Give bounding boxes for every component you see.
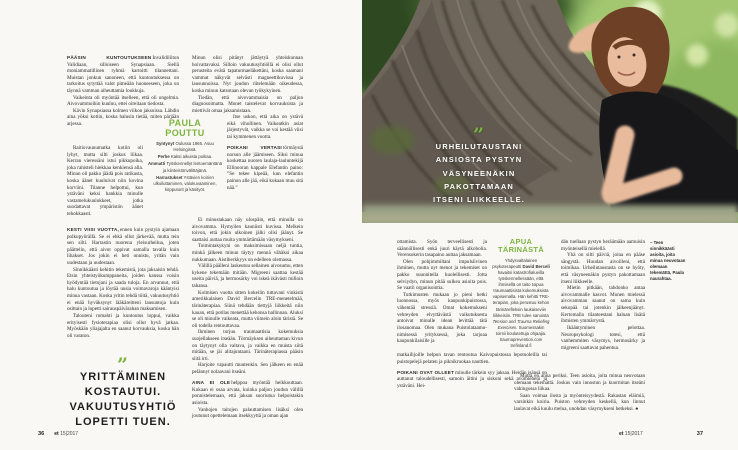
profile-title-line: PAULA xyxy=(168,118,202,128)
paragraph: Raitiovaunumatka kotiin oli lyhyt, mutta silti joskus liikaa. Kerran vieressäni istui pikkupoika, joka rahisteli hiekkaa kenkiensä alla. Minun oli pakko jäädä pois ratikasta, koska äänet kuuluivat niin kovina korviini. Tilanne helpottui, kun ystäväni keksi hankkia minulle vastamelukuulokkeet, jotka suodattavat ympäristön äänet tehokkaasti. xyxy=(67,145,143,218)
help-expert-name: David Berceli xyxy=(522,263,550,269)
bokeh-spot xyxy=(686,44,708,66)
woman-eye xyxy=(618,56,621,59)
help-box-title xyxy=(492,238,550,255)
pull-quote-line: YRITTÄMINEN xyxy=(79,371,167,383)
paragraph: dän tuellaan pystyn heräämään aamuisin myönteisellä mielellä. xyxy=(561,239,645,252)
paragraph: Ikääntyminen pelottaa. Neuropsykologi totesi, että vanhemmiten väsymys, hermosärky ja migreeni saattavat pahentua. xyxy=(561,324,645,351)
paragraph: ottamista. Syön terveellisesti ja säännöllisesti enkä juuri käytä alkoholia. Verensokerin tasapaino auttaa jaksamaan. xyxy=(397,239,487,259)
left-column-2-top xyxy=(192,55,303,114)
help-method-name: Tension and Trauma Reliefing Exercises. xyxy=(492,318,550,330)
paragraph: Itse uskon, että aika on ystävä eikä vihollinen. Vaikeatkin asiat järjestyvät, vaikka se voi kestää viisi tai kymmenen vuotta. xyxy=(227,114,303,140)
paragraph xyxy=(67,227,179,267)
right-wide-bottom xyxy=(514,373,645,413)
paragraph xyxy=(67,55,179,95)
paragraph-text: ennen kuin pystyin ajamaan polkupyörällä. Se ei ehkä ollut järkevää, mutta tein sen silti. Harrastin nuorena yleisurheilua, joten päättelin, että aivot oppivat samalla tavalla kuin lihakset. Jos jokin ei heti onnistu, yritän vain uudestaan ja uudestaan. xyxy=(67,227,179,267)
paragraph-lead: POIKANI VERTASI xyxy=(227,144,282,150)
paragraph: Olen pohjimmiltani impulsiivinen ihminen, mutta nyt menot ja tekemiset on pakko suunnitella huolellisesti. Jotta selviydyn, minun pitää sulkea asioita pois. Se vaatii organisointia. xyxy=(397,258,487,292)
magazine-logo: et xyxy=(54,431,59,437)
paragraph: Kolmisen vuotta sitten kokeilin tuttavani vinkistä amerikkalaisen David Bercelin TRE-menetelmää, tärinäterapiaa. Siinä tehdään tiettyjä liikkeitä niin kauan, että potilas menettää kehonsa hallinnan. Aluksi se oli minulle vaikeata, mutta viimein aloin täristä. Se oli todella rentouttavaa. xyxy=(192,289,303,329)
paragraph: Välillä päälleni laskeutuu sellainen aivosumu, etten kykene tekemään mitään. Migreeni saattaa kestää useita päiviä, ja hermosärky voi iskeä ikävästi milloin tahansa. xyxy=(192,263,303,290)
paragraph: Ihminen torjuu traumaattisia kokemuksia suojellakseen itseään. Törmäyksen aiheuttaman kivun on täytynyt olla valtava, ja vaikka en muista siitä mitään, se jäi alitajuntaani. Tärinäterapiassa pääsin siitä irti. xyxy=(192,329,303,362)
page-number: 37 xyxy=(696,431,703,437)
paragraph-lead: POIKANI OVAT OLLEET xyxy=(397,369,455,375)
pull-quote-line: VÄSYNEENÄKIN xyxy=(442,168,516,178)
profile-item-value: Kaksi aikuista poikaa. xyxy=(170,154,213,160)
profile-item-label: Ammatti xyxy=(148,161,166,167)
help-title-line: TÄRINÄSTÄ xyxy=(497,245,545,255)
profile-box xyxy=(148,118,222,194)
pull-quote-photo xyxy=(404,124,554,207)
paragraph: Mutta en anna periksi. Teen asioita, joita minua neuvotaan olemaan tekemättä. Joskus vain innostun ja kuormitan itseäni vahingossa liikaa. xyxy=(514,373,645,393)
paragraph: Kävin Synapsiassa kolmen viikon jaksoissa. Lähdin aina yöksi kotiin, koska halusin tietää, miten pärjään arjessa. xyxy=(67,107,179,128)
profile-item xyxy=(148,154,222,160)
photo-caption: – Teen sinnikkäästi asioita, joita minua neuvotaan olemaan tekemättä, Paula naurahtaa. xyxy=(650,240,686,282)
right-column-1 xyxy=(397,239,487,345)
bokeh-spot xyxy=(715,13,738,37)
pull-quote-line: LOPETTI TUEN. xyxy=(75,415,171,428)
paragraph-lead: KESTI VIISI VUOTTA, xyxy=(67,227,119,232)
pull-quote-line: VAKUUTUSYHTIÖ xyxy=(69,400,177,413)
paragraph-text: minulle tärkein syy jaksaa. Heidän isänsä on auttanut taloudellisesti, samoin äitini ja siskoni sekä avomieheni ja ystäväni. Hei- xyxy=(397,369,547,389)
page-number: 36 xyxy=(38,431,45,437)
profile-title-line: POUTTU xyxy=(165,128,205,139)
paragraph: Ei minustakaan näy ulospäin, että minulla on aivovamma. Hymyilen kauniisti kuvissa. Melkein toivon, että jokin ulkoinen jälki olisi jäänyt. Se saattaisi auttaa muita ymmärtämään väsymykseni. xyxy=(192,217,303,243)
paragraph: Tutkimusten mukaan jo pieni hetki luonnossa, myös kaupunkipuistossa, vähentää stressiä. Omat kokemukseni vehreyden elvyttävästä vaikutuksesta antoivat minulle idean levittää tätä ilosanomaa. Olen mukana Puistolataamo-nimisessä yrityksessä, joka tarjoaa kaupunkilaisille ja xyxy=(397,291,487,345)
issue-number: 15|2017 xyxy=(60,431,79,437)
pull-quote-left xyxy=(52,354,194,430)
quote-marks-icon: ” xyxy=(117,354,129,376)
magazine-logo: et xyxy=(619,431,624,437)
paragraph-text: helppoa myöntää heikkouttaan. Kukaan ei osaa arvata, kuinka paljon joudun välillä ponnistelemaan, että jaksan suoriutua helpoistakin asioista. xyxy=(192,380,304,406)
left-column-1-bottom xyxy=(67,227,179,339)
profile-item xyxy=(148,141,222,153)
pull-quote-line: ANSIOSTA PYSTYN xyxy=(435,155,523,165)
profile-item-label: Perhe xyxy=(157,154,170,160)
pull-quote-line: KOSTAUTUI. xyxy=(84,385,162,398)
profile-item-value: Ystävien koirien ulkoiluttaminen, valokuvaaminen, kirpputorit ja käsityöt. xyxy=(153,174,217,192)
help-box xyxy=(492,238,550,349)
paragraph: Harjoite vapautti muutenkin. Sen jälkeen en enää pelännyt nolaavani itseäni. xyxy=(192,362,303,376)
paragraph: Toimintakykyni on maksimissaan neljä tuntia, minkä jälkeen minun täytyy mennä vähäksi aikaa nukkumaan. Aistiherkkyys on edelleen olemassa. xyxy=(192,243,303,263)
profile-item xyxy=(148,175,222,193)
pull-quote-line: PAKOTTAMAAN xyxy=(444,182,514,192)
help-text: havaitsi katastrofialueilla työskennellessään, että ihmisellä on taito toipua traumaattisista kokemuksista vapisemalla. Hän kehitti TRE-terapian, joka perustuu kehon tärinärefleksin laukaiseviin liikkeisiin. TRE tulee sanoista xyxy=(492,269,550,318)
paragraph: Minun olisi pitänyt jättäytyä yhteiskunnan hoivattavaksi. Silloin vakuutusyhtiöllä ei olisi ollut perusteita evätä tapaturmaeläkettäni, koska saamani vammat näkyvät selvästi magneettikuvissa ja lausunnoissa. Nyt joudun riitelemään oikeudessa, koska minun katsotaan olevan työkykyinen. xyxy=(192,55,303,95)
pull-quote-line: ITSENI LIIKKEELLE. xyxy=(433,195,525,205)
profile-item-value: Oulussa 1966. Asuu Helsingissä. xyxy=(173,141,214,153)
paragraph-lead: AINA EI OLE xyxy=(192,380,231,386)
help-title-line: APUA xyxy=(509,237,533,246)
help-text: Yhdysvaltalainen psykoterapeutti xyxy=(492,257,538,269)
right-column-2 xyxy=(561,239,645,351)
profile-item-value: Työskennellyt lentoemäntänä ja kiinteistönvälittäjänä. xyxy=(162,161,222,173)
footer-issue-group xyxy=(619,431,643,437)
paragraph: Saan voimaa ilosta ja myönteisyydestä. Rakastan eläimiä, varsinkin koiria. Puiston vehreyden keskellä, kun linnut laulavat eikä kuulu melua, unohdan väsymykseni hetkeksi. ● xyxy=(514,392,645,413)
profile-item xyxy=(148,161,222,173)
paragraph: Vanhojen taitojen palauttamisen lisäksi olen joutunut opettelemaan itsekkyyttä ja oman ajan xyxy=(192,406,303,420)
left-column-1-narrow xyxy=(67,145,143,218)
left-column-2-narrow xyxy=(227,114,303,191)
paragraph: Yhä on silti päiviä, joina en pääse sängystä. Huudan aivoilleni, että toimikaa. Urheilutaustasta on se hyöty, että väsyneenäkin pystyn pakottamaan itseni liikkeelle. xyxy=(561,252,645,285)
ground-strip-light xyxy=(362,214,738,223)
paragraph xyxy=(227,145,303,191)
issue-number: 15|2017 xyxy=(624,431,643,437)
profile-box-title xyxy=(148,118,222,138)
profile-box-body xyxy=(148,141,222,193)
paragraph-lead: PÄÄSIN KUNTOUTUKSEEN xyxy=(67,55,152,60)
left-column-2-bottom xyxy=(192,217,303,420)
paragraph xyxy=(192,380,303,406)
footer-left xyxy=(38,431,78,437)
paragraph: Sinnikkäästi kehitin tekemistä, jota jaksaisin tehdä. Etsin yhteistyökumppaneita, joiden kanssa voisin hyödyntää tietojani ja saada tuloja. En arvannut, että halu kuntoutua ja löytää uusia voimavaroja kääntyisi minua vastaan. Koska yritin tehdä töitä, vakuutusyhtiö ei enää hyväksynyt lääkäreitteni lausuntoja kuin osittain ja lopetti sairauspäivärahan maksamisen. xyxy=(67,266,179,313)
pull-quote-line: URHEILUTAUSTANI xyxy=(435,142,523,151)
left-column-1-top xyxy=(67,55,179,128)
help-box-body xyxy=(492,258,550,349)
footer-right xyxy=(619,431,703,437)
quote-marks-icon: ” xyxy=(472,124,486,146)
profile-item-label: Harrastukset xyxy=(156,174,183,180)
paragraph: Vaikeinta oli myöntää itselleen, että oli ongelmia. Aivovammoihin kuuluu, ettei oireitaan tiedosta. xyxy=(67,94,179,108)
profile-item-label: Syntynyt xyxy=(156,141,175,147)
help-links: traumaprevention.com trefinland.fi xyxy=(499,337,543,349)
paragraph: Tiedän, että aivovammaisia on paljon diagnosoimatta. Monet taistelevat korvauksista ja miettivät omaa jaksamistaan. xyxy=(192,94,303,114)
paragraph: matkailijoille helpon tavan rentoutua Kaivopuistossa lepotuoleilla tai puistopelejä pelaten ja piknikruokaa nauttien. xyxy=(397,352,547,365)
paragraph: Mietin pitkään, tahdonko antaa aivovammalle kasvot. Monen mielessä aivovamman saanut on sama kuin sekopää tai jotenkin jälkeenjäänyt. Kertomalla tilanteestani haluan lisätä ihmisten ymmärrystä. xyxy=(561,285,645,325)
paragraph: Talouteni romahti ja kuntoutus loppui, vaikka erityisesti fysioterapiaa olisi ollut hyvä jatkaa. Myöskään yliajajalta en saanut korvauksia, koska hän oli varaton. xyxy=(67,312,179,339)
paragraph-text: törmäystä norsun alle jäämiseen. Siksi minua koskettaa nuoren laulaja-lauluntekijä Ellinooran kappale Elefantin paino: ”Se tekee kipeää, kun elefantin painon alle jää, eikä kukaan muu sitä nää.” xyxy=(227,144,303,191)
help-text: Suomessakin toimii koulutettuja ohjaajia. xyxy=(495,324,547,336)
woman-eye xyxy=(633,54,636,57)
paragraph-text: Invalidiliiton Validiaan, silloiseen Synapsiaan. Siellä moniammatillinen ryhmä kartoitti tilannettani. Muistan jonkun sanoneen, että kuntoutuksessa on tarkoitus sytyttää valot pimeään huoneeseen, joka on täynnä vamman aiheuttamia loukkuja. xyxy=(67,55,179,95)
